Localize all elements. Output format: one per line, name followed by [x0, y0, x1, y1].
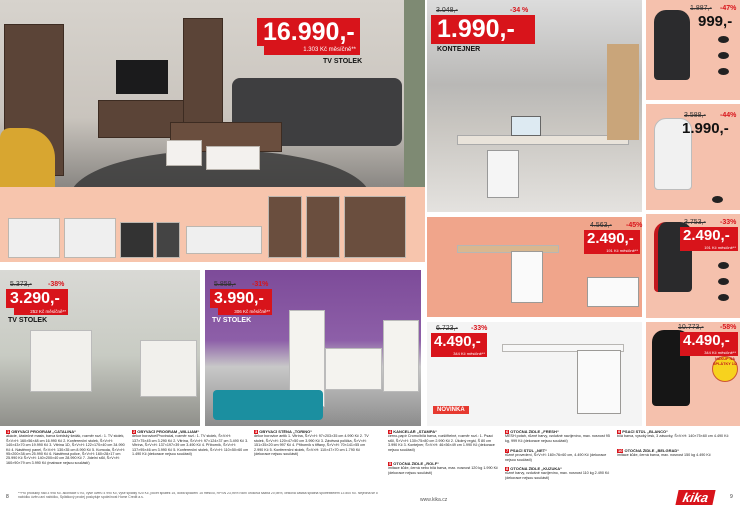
desc-3-title: OBÝVACÍ STĚNA „TORINO“ [259, 430, 313, 434]
new-badge: NOVINKA [433, 406, 469, 414]
mesh-chair-image [654, 10, 690, 80]
desc-7-title: PSACÍ STŮL „NET“ [510, 449, 548, 453]
white-desk-discount: -33% [471, 325, 488, 332]
desc-10-title: OTOČNÁ ŽIDLE „BELGRAD“ [624, 449, 680, 453]
desc-7-text: různé provedení, Š×V×H: 160×76×60 cm, 4.490 Kč (dekorace nejsou součástí) [505, 453, 607, 462]
swatch-black-2 [718, 52, 729, 59]
office-monitor [511, 116, 541, 136]
swatch-white-black [712, 196, 723, 203]
chair-racing-price: 2.490,- [680, 227, 738, 245]
chair-boss-discount: -58% [720, 324, 737, 331]
thumb-tower-1 [268, 196, 302, 258]
white-cabinet [30, 330, 92, 392]
chair-racing-discount: -33% [720, 219, 737, 226]
coral-desk-old-price: 4.563,- [590, 222, 612, 229]
desc-8-number: 8 [506, 467, 509, 471]
william-discount: -31% [252, 281, 269, 288]
page-number-right: 9 [730, 494, 733, 500]
side-cube-1 [166, 140, 202, 166]
desc-2-title: OBÝVACÍ PROGRAM „WILLIAM“ [137, 430, 200, 434]
chair-white-price: 1.990,- [682, 120, 729, 137]
swatch-racing-1 [718, 262, 729, 269]
teal-rug [213, 390, 323, 420]
desc-5 [388, 462, 500, 484]
shelf-tower [183, 18, 223, 128]
desc-2-number: 2 [133, 430, 136, 434]
desc-7-number: 7 [506, 449, 509, 453]
website-url[interactable]: www.kika.cz [420, 497, 448, 503]
chair-racing-old-price: 3.753,- [684, 219, 706, 226]
coral-desk-monthly: 191 Kč měsíčně** [584, 248, 640, 254]
swatch-black-1 [718, 36, 729, 43]
desc-5-title: OTOČNÁ ŽIDLE „ROLF“ [393, 462, 440, 466]
coral-desk-small [587, 277, 639, 307]
desc-8-text: různé barvy, vzdušné navíjeníno, max. nosnost 110 kg 2.490 Kč (dekorace nejsou součástí) [505, 471, 610, 480]
thumb-1 [8, 218, 60, 258]
desc-5-number: 5 [389, 462, 392, 466]
kontejner-discount: -34 % [510, 7, 529, 14]
tv-screen [116, 60, 168, 94]
desc-8-title: OTOČNÁ ŽIDLE „KUZUKA“ [510, 467, 563, 471]
office-shelf [607, 44, 639, 140]
kika-logo: kika [675, 490, 716, 505]
desc-5-text: imitace kůže, černá nebo bílá barva, max. nosnost 120 kg 1.990 Kč (dekorace nejsou součástí) [388, 466, 498, 475]
desc-10 [617, 449, 735, 469]
desc-7 [505, 449, 613, 466]
side-cube-2 [206, 146, 260, 170]
dining-set [140, 340, 197, 397]
swatch-black-3 [718, 68, 729, 75]
white-desk-monthly: 344 Kč měsíčně** [431, 351, 487, 357]
coral-desk-cabinet [511, 251, 543, 303]
coral-desk-discount: -45% [626, 222, 643, 229]
desc-2 [132, 430, 250, 490]
tall-cabinet [383, 320, 419, 392]
hero-product-name: TV STOLEK [323, 58, 363, 65]
desc-6-number: 6 [506, 430, 509, 434]
desc-4 [388, 430, 500, 462]
thumb-wardrobe [344, 196, 406, 258]
plant-window [404, 0, 425, 200]
white-desk-price: 4.490,- [431, 333, 487, 351]
installment-badge [712, 356, 738, 382]
william-old-price: 5.859,- [214, 281, 236, 288]
kontejner-old-price: 3.048,- [436, 7, 458, 14]
desc-6 [505, 430, 613, 448]
chair-top-discount: -47% [720, 5, 737, 12]
chair-white-old-price: 3.588,- [684, 112, 706, 119]
kontejner-product-name: KONTEJNER [437, 46, 481, 53]
chair-racing-monthly: 191 Kč měsíčně** [680, 245, 738, 251]
white-desk-old-price: 6.723,- [436, 325, 458, 332]
desc-3 [254, 430, 372, 490]
desc-2-text: dekor borovice/Provincial, rozměr rozl.: 1. TV stolek, Š×V×H: 137×75×45 cm 3.290 Kč 2. Vitrína, Š×V×H: 97×124×37 cm 3.490 Kč 3. Vitrína, Š×V×H: 137×197×39 cm 3.490 Kč 4. Příborník, Š×V×H: 137×95×46 cm 3.990 Kč 5. Konferenční stolek, Š×V×H: 110×50×60 cm 1.490 Kč (dekorace nejsou součástí) [132, 434, 249, 457]
desc-3-number: 3 [255, 430, 258, 434]
desc-4-title: KANCELÁŘ „STAMPA“ [393, 430, 438, 434]
thumb-sideboard [186, 226, 262, 254]
desc-1-title: OBÝVACÍ PROGRAM „CATALINA“ [11, 430, 77, 434]
kontejner-price: 1.990,- [431, 15, 535, 44]
swatch-racing-2 [718, 278, 729, 285]
coral-desk-top [457, 245, 559, 253]
desc-10-text: imitace kůže, černá barva, max. nosnost 150 kg 4.490 Kč [617, 453, 711, 458]
william-product-name: TV STOLEK [212, 317, 252, 324]
william-price: 3.990,- [210, 289, 272, 308]
catalina-price: 3.290,- [6, 289, 68, 308]
catalina-product-name: TV STOLEK [8, 317, 48, 324]
legal-text: **Pro produkty nad 3 998 Kč. akontace 0 Kč, výše úvěru 4 990 Kč, výše splátky 920 Kč, počet splátek 15, doba splácení 15 měsíců, RPSN 23,95% roční úroková sazba 20,98%, celková částka splatná spotřebitelem 13 800 Kč. Nejedná se o nabídku úvěru ani nabídku, Splátkový prodej poskytuje společnost Home Credit a.s. [18, 492, 378, 499]
catalina-discount: -38% [48, 281, 65, 288]
desc-8 [505, 467, 613, 487]
desc-9-title: PSACÍ STŮL „BLANCO“ [622, 430, 669, 434]
desc-10-number: 10 [618, 449, 623, 453]
chair-white-discount: -44% [720, 112, 737, 119]
office-container [487, 150, 519, 198]
desc-9-text: bílá barva, vysoký lesk, 3 zásuvky, Š×V×H: 140×75×60 cm 4.490 Kč [617, 434, 729, 439]
thumb-chair [120, 222, 154, 258]
white-desk-drawers [577, 350, 621, 414]
desc-1-number: 1 [7, 430, 10, 434]
office-desk [457, 135, 629, 145]
chair-boss-monthly: 344 Kč měsíčně** [680, 350, 738, 356]
william-monthly: 306 Kč měsíčně** [218, 308, 272, 315]
sideboard [325, 348, 382, 390]
catalina-monthly: 252 Kč měsíčně** [14, 308, 68, 315]
chair-boss-old-price: 10.773,- [678, 324, 704, 331]
desc-9-number: 9 [618, 430, 621, 434]
thumb-tower-2 [306, 196, 340, 258]
desc-6-text: MESH potah, různé barvy, vzdušné navíjeníno, max. nosnost 95 kg, 999 Kč (dekorace nejsou součástí) [505, 434, 610, 443]
swatch-racing-3 [718, 294, 729, 301]
desc-1 [6, 430, 126, 490]
coral-desk-price: 2.490,- [584, 230, 640, 248]
desc-1-text: akácie, částečné masiv, barva švédský šedák, rozměr rozl.: 1. TV stolek, Š×V×H: 160×56×48 cm 16.990 Kč 2. Konferenční stolek, Š×V×H: 140×43×70 cm 19.990 Kč 3. Vitrína 1D, Š×V×H: 122×170×40 cm 34.990 Kč 4. Nástěnný panel, Š×V×H: 130×35 cm 8.990 Kč 5. Komoda, Š×V×H: 95×200×38 cm 25.990 Kč 6. Nástěnná police, Š×V×H: 160×28×17 cm 25.990 Kč Š×V×H: 140×200×40 cm 28.990 Kč 7. Jídelní stůl, Š×V×H: 160×90×79 cm 3.990 Kč (matrace nejsou součástí) [6, 434, 125, 465]
thumb-chair-2 [156, 222, 180, 258]
catalina-old-price: 5.373,- [10, 281, 32, 288]
desc-6-title: OTOČNÁ ŽIDLE „FRESH“ [510, 430, 559, 434]
thumb-2 [64, 218, 116, 258]
installment-badge-text: NÁKUP NA SPLÁTKY 1/2 [713, 357, 737, 366]
hero-monthly: 1.303 Kč měsíčně** [264, 46, 360, 55]
hero-price: 16.990,- [257, 18, 360, 46]
desc-4-number: 4 [389, 430, 392, 434]
chair-top-price: 999,- [698, 13, 733, 30]
page-number-left: 8 [6, 494, 9, 500]
desc-3-text: dekor borovice antik 1. Vitrína, Š×V×H: 97×203×35 cm 4.990 Kč 2. TV stolek, Š×V×H: 120×47×50 cm 3.990 Kč 3. Závěsná polička, Š×V×H: 151×35×20 cm 997 Kč 4. Příborník s tiffany, Š×V×H: 70×141×55 cm 2.990 Kč 5. Konferenční stolek, Š×V×H: 110×47×70 cm 1.790 Kč (dekorace nejsou součástí) [254, 434, 369, 457]
desc-4-text: černo-papír Cromo/bílá barva, rozšířitelné, rozměr rozl.: 1. Psací stůl, Š×V×H: 130×75×80 cm 2.990 Kč 2. Úložný regál, Š 80 cm 3.990 Kč 3. Kontejner, Š×V×H: 46×56×49 cm 1.990 Kč (dekorace nejsou součástí) [388, 434, 495, 452]
chair-top-old-price: 1.887,- [690, 5, 712, 12]
chair-boss-price: 4.490,- [680, 332, 738, 350]
desc-9 [617, 430, 735, 448]
